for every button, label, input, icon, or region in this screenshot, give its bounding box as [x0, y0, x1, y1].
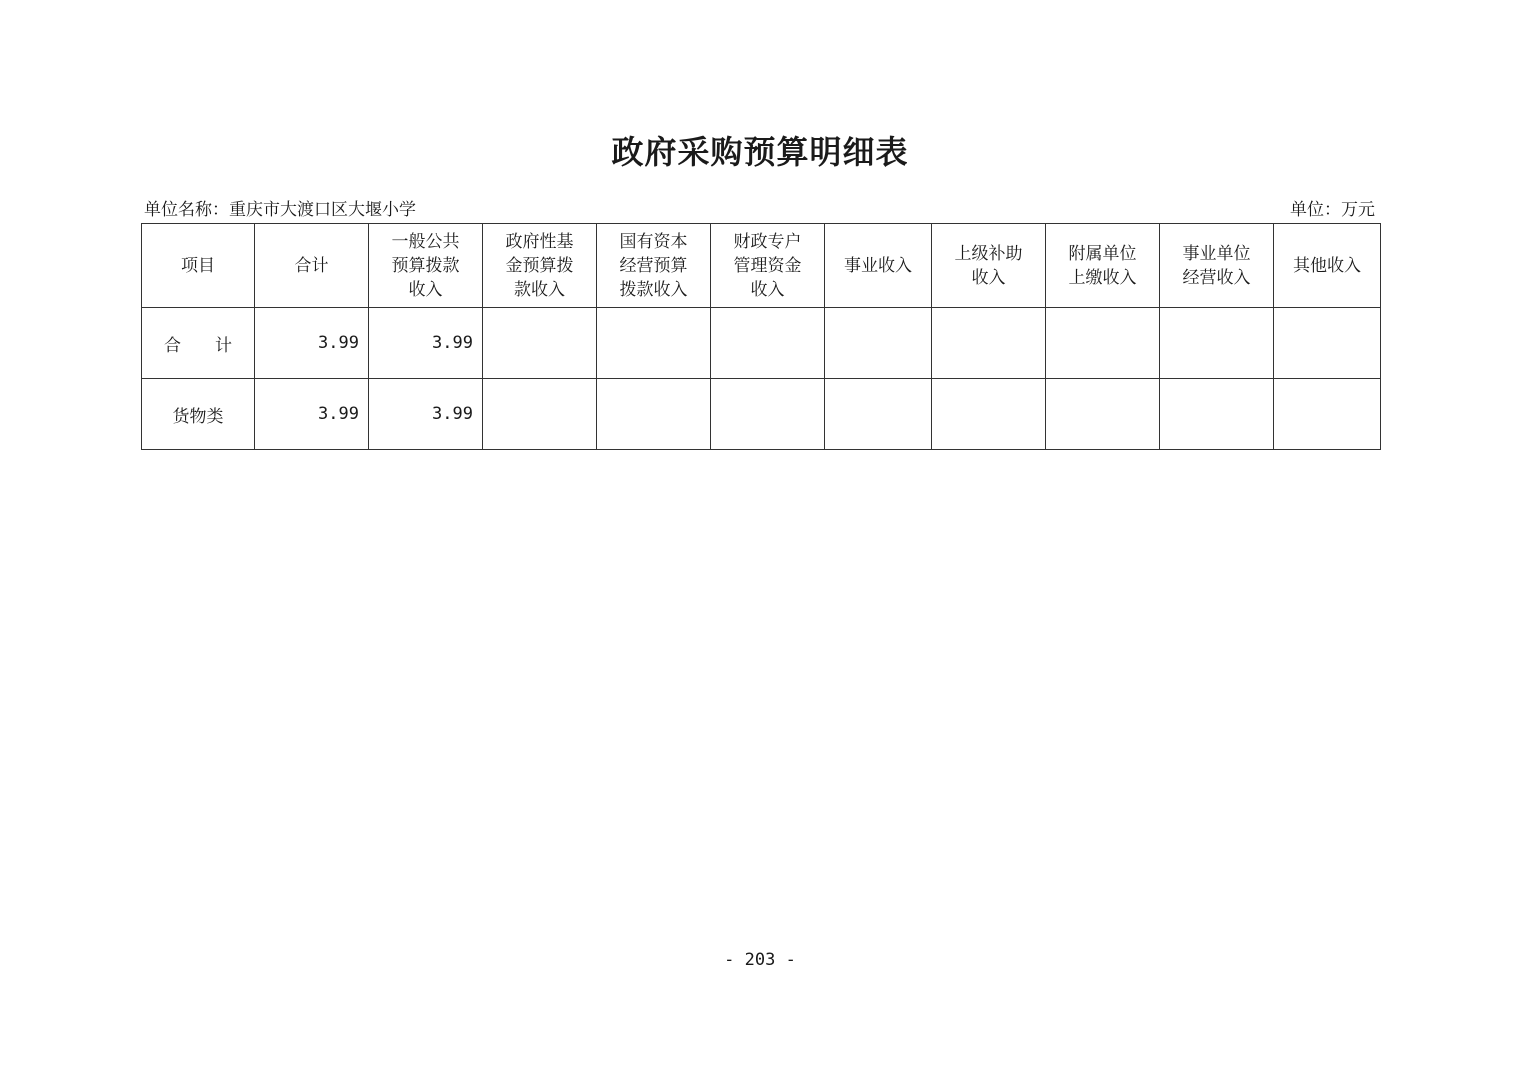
cell-operating-income [1160, 308, 1274, 379]
table-header-row [142, 224, 1381, 308]
cell-general-budget: 3.99 [369, 308, 483, 379]
header-other-income: 其他收入 [1274, 224, 1381, 308]
page-title: 政府采购预算明细表 [611, 133, 909, 171]
header-government-fund: 政府性基金预算拨款收入 [483, 224, 597, 308]
header-state-capital: 国有资本经营预算拨款收入 [597, 224, 711, 308]
header-operating-income: 事业单位经营收入 [1160, 224, 1274, 308]
cell-business-income [825, 308, 932, 379]
cell-general-budget: 3.99 [369, 379, 483, 450]
cell-superior-subsidy [932, 379, 1046, 450]
header-business-income: 事业收入 [825, 224, 932, 308]
cell-business-income [825, 379, 932, 450]
header-total: 合计 [255, 224, 369, 308]
table-row [142, 379, 1381, 450]
cell-other-income [1274, 308, 1381, 379]
header-item: 项目 [142, 224, 255, 308]
row-label: 合 计 [142, 308, 255, 379]
unit-label: 单位：万元 [1290, 200, 1375, 220]
cell-superior-subsidy [932, 308, 1046, 379]
unit-name-label: 单位名称：重庆市大渡口区大堰小学 [144, 200, 416, 220]
cell-operating-income [1160, 379, 1274, 450]
header-general-budget: 一般公共预算拨款收入 [369, 224, 483, 308]
header-superior-subsidy: 上级补助收入 [932, 224, 1046, 308]
header-fiscal-special-account: 财政专户管理资金收入 [711, 224, 825, 308]
cell-fiscal-special-account [711, 308, 825, 379]
cell-government-fund [483, 379, 597, 450]
cell-government-fund [483, 308, 597, 379]
row-label: 货物类 [142, 379, 255, 450]
cell-state-capital [597, 308, 711, 379]
cell-other-income [1274, 379, 1381, 450]
cell-fiscal-special-account [711, 379, 825, 450]
table-row [142, 308, 1381, 379]
cell-total: 3.99 [255, 379, 369, 450]
cell-affiliated-unit [1046, 379, 1160, 450]
cell-affiliated-unit [1046, 308, 1160, 379]
procurement-budget-table [141, 223, 1381, 450]
page-number: - 203 - [724, 950, 796, 970]
header-affiliated-unit: 附属单位上缴收入 [1046, 224, 1160, 308]
cell-total: 3.99 [255, 308, 369, 379]
cell-state-capital [597, 379, 711, 450]
